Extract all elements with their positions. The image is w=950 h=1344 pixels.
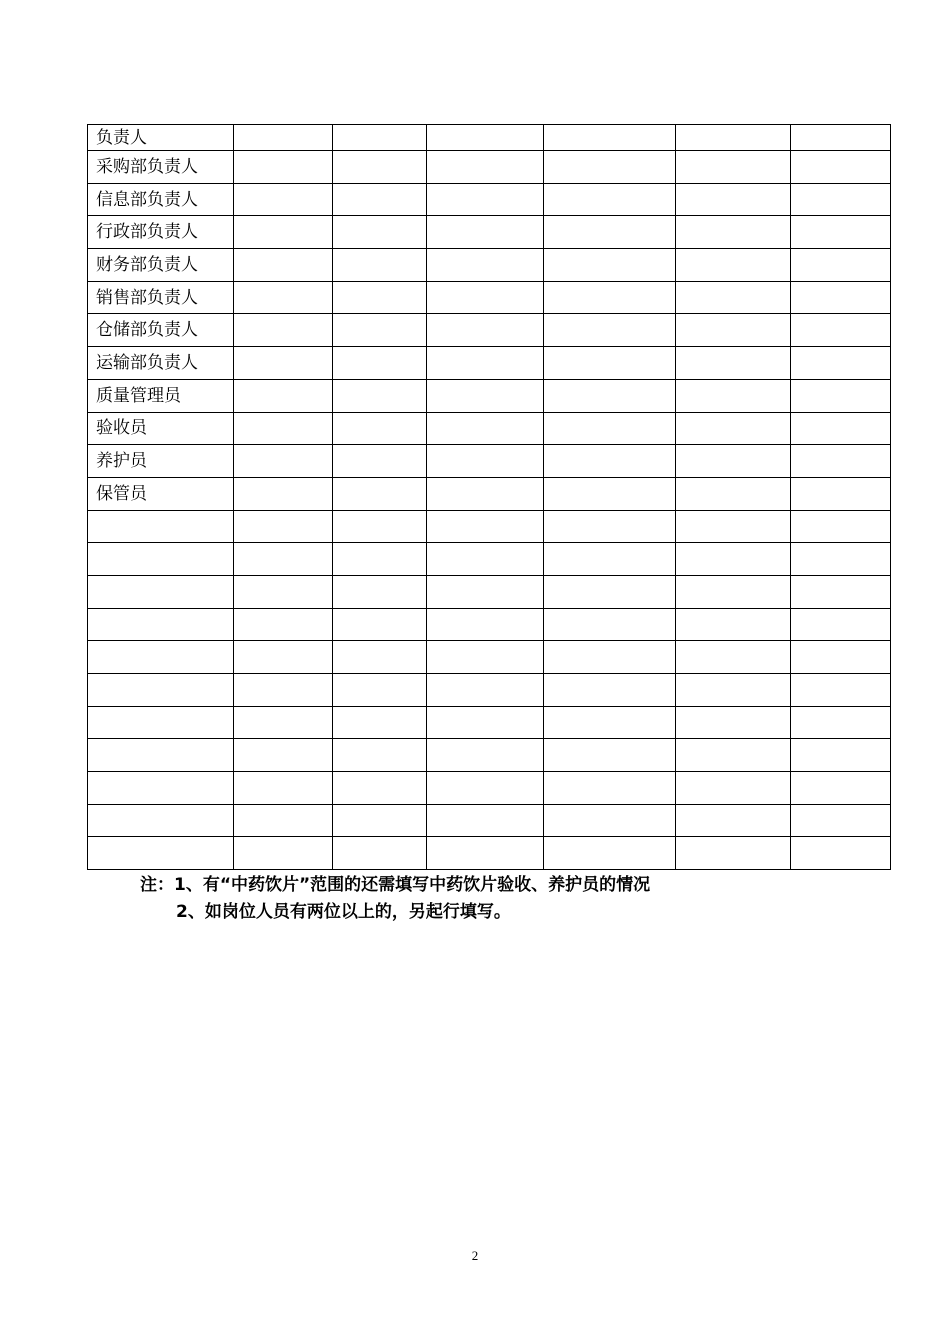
role-label-cell: 质量管理员: [88, 379, 234, 412]
table-row: [88, 641, 891, 674]
empty-entry-cell: [676, 804, 791, 837]
empty-entry-cell: [333, 151, 427, 184]
empty-entry-cell: [234, 216, 333, 249]
table-row: [88, 674, 891, 707]
empty-entry-cell: [427, 125, 544, 151]
empty-entry-cell: [791, 151, 891, 184]
role-label-cell: [88, 772, 234, 805]
empty-entry-cell: [544, 543, 676, 576]
empty-entry-cell: [427, 183, 544, 216]
role-label-cell: [88, 706, 234, 739]
table-row: [88, 772, 891, 805]
empty-entry-cell: [234, 477, 333, 510]
empty-entry-cell: [427, 281, 544, 314]
empty-entry-cell: [791, 837, 891, 870]
empty-entry-cell: [544, 477, 676, 510]
role-label-cell: 信息部负责人: [88, 183, 234, 216]
empty-entry-cell: [427, 772, 544, 805]
empty-entry-cell: [544, 249, 676, 282]
role-label-cell: [88, 804, 234, 837]
empty-entry-cell: [544, 510, 676, 543]
empty-entry-cell: [333, 674, 427, 707]
role-label-cell: 行政部负责人: [88, 216, 234, 249]
empty-entry-cell: [427, 575, 544, 608]
empty-entry-cell: [791, 249, 891, 282]
empty-entry-cell: [427, 706, 544, 739]
empty-entry-cell: [234, 412, 333, 445]
empty-entry-cell: [234, 674, 333, 707]
table-row: [88, 281, 891, 314]
empty-entry-cell: [234, 608, 333, 641]
empty-entry-cell: [676, 412, 791, 445]
empty-entry-cell: [234, 379, 333, 412]
empty-entry-cell: [427, 412, 544, 445]
empty-entry-cell: [333, 412, 427, 445]
empty-entry-cell: [676, 125, 791, 151]
empty-entry-cell: [333, 249, 427, 282]
empty-entry-cell: [234, 772, 333, 805]
table-row: [88, 837, 891, 870]
empty-entry-cell: [427, 641, 544, 674]
empty-entry-cell: [234, 739, 333, 772]
table-row: [88, 739, 891, 772]
empty-entry-cell: [676, 543, 791, 576]
empty-entry-cell: [544, 837, 676, 870]
empty-entry-cell: [676, 510, 791, 543]
empty-entry-cell: [791, 575, 891, 608]
table-row: [88, 314, 891, 347]
empty-entry-cell: [544, 125, 676, 151]
empty-entry-cell: [234, 249, 333, 282]
empty-entry-cell: [234, 347, 333, 380]
empty-entry-cell: [427, 804, 544, 837]
empty-entry-cell: [544, 412, 676, 445]
empty-entry-cell: [333, 837, 427, 870]
empty-entry-cell: [333, 510, 427, 543]
empty-entry-cell: [333, 125, 427, 151]
empty-entry-cell: [544, 314, 676, 347]
empty-entry-cell: [234, 445, 333, 478]
empty-entry-cell: [791, 706, 891, 739]
empty-entry-cell: [427, 249, 544, 282]
role-label-cell: 采购部负责人: [88, 151, 234, 184]
empty-entry-cell: [427, 379, 544, 412]
empty-entry-cell: [234, 125, 333, 151]
empty-entry-cell: [791, 739, 891, 772]
empty-entry-cell: [676, 151, 791, 184]
table-row: [88, 412, 891, 445]
empty-entry-cell: [234, 543, 333, 576]
empty-entry-cell: [676, 281, 791, 314]
empty-entry-cell: [234, 314, 333, 347]
table-row: [88, 608, 891, 641]
empty-entry-cell: [544, 379, 676, 412]
table-row: [88, 575, 891, 608]
empty-entry-cell: [234, 804, 333, 837]
page-number: 2: [471, 1248, 479, 1263]
empty-entry-cell: [427, 608, 544, 641]
empty-entry-cell: [676, 249, 791, 282]
empty-entry-cell: [676, 216, 791, 249]
empty-entry-cell: [333, 575, 427, 608]
empty-entry-cell: [544, 347, 676, 380]
role-label-cell: 养护员: [88, 445, 234, 478]
empty-entry-cell: [791, 608, 891, 641]
role-label-cell: [88, 608, 234, 641]
table-row: [88, 347, 891, 380]
empty-entry-cell: [333, 772, 427, 805]
empty-entry-cell: [427, 739, 544, 772]
empty-entry-cell: [333, 445, 427, 478]
empty-entry-cell: [791, 510, 891, 543]
empty-entry-cell: [427, 314, 544, 347]
table-row: [88, 249, 891, 282]
role-label-cell: 保管员: [88, 477, 234, 510]
role-label-cell: 运输部负责人: [88, 347, 234, 380]
role-label-cell: [88, 837, 234, 870]
table-row: [88, 183, 891, 216]
empty-entry-cell: [791, 216, 891, 249]
empty-entry-cell: [234, 641, 333, 674]
empty-entry-cell: [676, 445, 791, 478]
table-row: [88, 510, 891, 543]
empty-entry-cell: [791, 314, 891, 347]
table-row: [88, 125, 891, 151]
empty-entry-cell: [427, 445, 544, 478]
role-label-cell: [88, 641, 234, 674]
personnel-table-body: [88, 125, 891, 870]
empty-entry-cell: [544, 706, 676, 739]
empty-entry-cell: [234, 183, 333, 216]
empty-entry-cell: [544, 216, 676, 249]
empty-entry-cell: [544, 674, 676, 707]
empty-entry-cell: [791, 445, 891, 478]
empty-entry-cell: [333, 281, 427, 314]
table-row: [88, 477, 891, 510]
empty-entry-cell: [676, 183, 791, 216]
table-row: [88, 706, 891, 739]
empty-entry-cell: [676, 347, 791, 380]
empty-entry-cell: [333, 608, 427, 641]
empty-entry-cell: [791, 543, 891, 576]
empty-entry-cell: [333, 706, 427, 739]
empty-entry-cell: [544, 772, 676, 805]
personnel-table: [87, 124, 891, 870]
note-line-1: 注：1、有“中药饮片”范围的还需填写中药饮片验收、养护员的情况: [140, 875, 651, 895]
empty-entry-cell: [791, 804, 891, 837]
role-label-cell: 销售部负责人: [88, 281, 234, 314]
empty-entry-cell: [234, 575, 333, 608]
empty-entry-cell: [544, 804, 676, 837]
empty-entry-cell: [333, 183, 427, 216]
empty-entry-cell: [676, 575, 791, 608]
empty-entry-cell: [234, 837, 333, 870]
role-label-cell: 财务部负责人: [88, 249, 234, 282]
empty-entry-cell: [333, 379, 427, 412]
table-row: [88, 379, 891, 412]
empty-entry-cell: [427, 674, 544, 707]
empty-entry-cell: [427, 837, 544, 870]
role-label-cell: 仓储部负责人: [88, 314, 234, 347]
table-row: [88, 216, 891, 249]
empty-entry-cell: [676, 379, 791, 412]
empty-entry-cell: [333, 641, 427, 674]
empty-entry-cell: [333, 477, 427, 510]
empty-entry-cell: [791, 347, 891, 380]
role-label-cell: [88, 739, 234, 772]
empty-entry-cell: [676, 674, 791, 707]
empty-entry-cell: [234, 510, 333, 543]
empty-entry-cell: [544, 575, 676, 608]
empty-entry-cell: [544, 183, 676, 216]
empty-entry-cell: [427, 216, 544, 249]
empty-entry-cell: [234, 706, 333, 739]
empty-entry-cell: [676, 608, 791, 641]
empty-entry-cell: [791, 125, 891, 151]
empty-entry-cell: [234, 281, 333, 314]
empty-entry-cell: [333, 543, 427, 576]
table-row: [88, 445, 891, 478]
empty-entry-cell: [427, 510, 544, 543]
empty-entry-cell: [427, 347, 544, 380]
empty-entry-cell: [676, 739, 791, 772]
empty-entry-cell: [333, 216, 427, 249]
empty-entry-cell: [544, 608, 676, 641]
empty-entry-cell: [676, 477, 791, 510]
empty-entry-cell: [791, 641, 891, 674]
empty-entry-cell: [333, 347, 427, 380]
table-row: [88, 543, 891, 576]
empty-entry-cell: [676, 772, 791, 805]
role-label-cell: [88, 575, 234, 608]
table-row: [88, 804, 891, 837]
empty-entry-cell: [791, 281, 891, 314]
empty-entry-cell: [427, 477, 544, 510]
empty-entry-cell: [791, 477, 891, 510]
empty-entry-cell: [791, 412, 891, 445]
empty-entry-cell: [791, 772, 891, 805]
empty-entry-cell: [544, 151, 676, 184]
empty-entry-cell: [333, 739, 427, 772]
empty-entry-cell: [333, 314, 427, 347]
role-label-cell: 负责人: [88, 125, 234, 151]
empty-entry-cell: [791, 379, 891, 412]
table-notes: [140, 872, 650, 926]
role-label-cell: [88, 543, 234, 576]
empty-entry-cell: [791, 674, 891, 707]
role-label-cell: 验收员: [88, 412, 234, 445]
empty-entry-cell: [544, 445, 676, 478]
table-row: [88, 151, 891, 184]
empty-entry-cell: [676, 837, 791, 870]
empty-entry-cell: [791, 183, 891, 216]
empty-entry-cell: [544, 641, 676, 674]
empty-entry-cell: [544, 739, 676, 772]
empty-entry-cell: [427, 543, 544, 576]
role-label-cell: [88, 510, 234, 543]
empty-entry-cell: [676, 641, 791, 674]
empty-entry-cell: [676, 706, 791, 739]
empty-entry-cell: [676, 314, 791, 347]
empty-entry-cell: [427, 151, 544, 184]
role-label-cell: [88, 674, 234, 707]
empty-entry-cell: [234, 151, 333, 184]
note-line-2: 2、如岗位人员有两位以上的，另起行填写。: [176, 902, 511, 922]
empty-entry-cell: [333, 804, 427, 837]
empty-entry-cell: [544, 281, 676, 314]
